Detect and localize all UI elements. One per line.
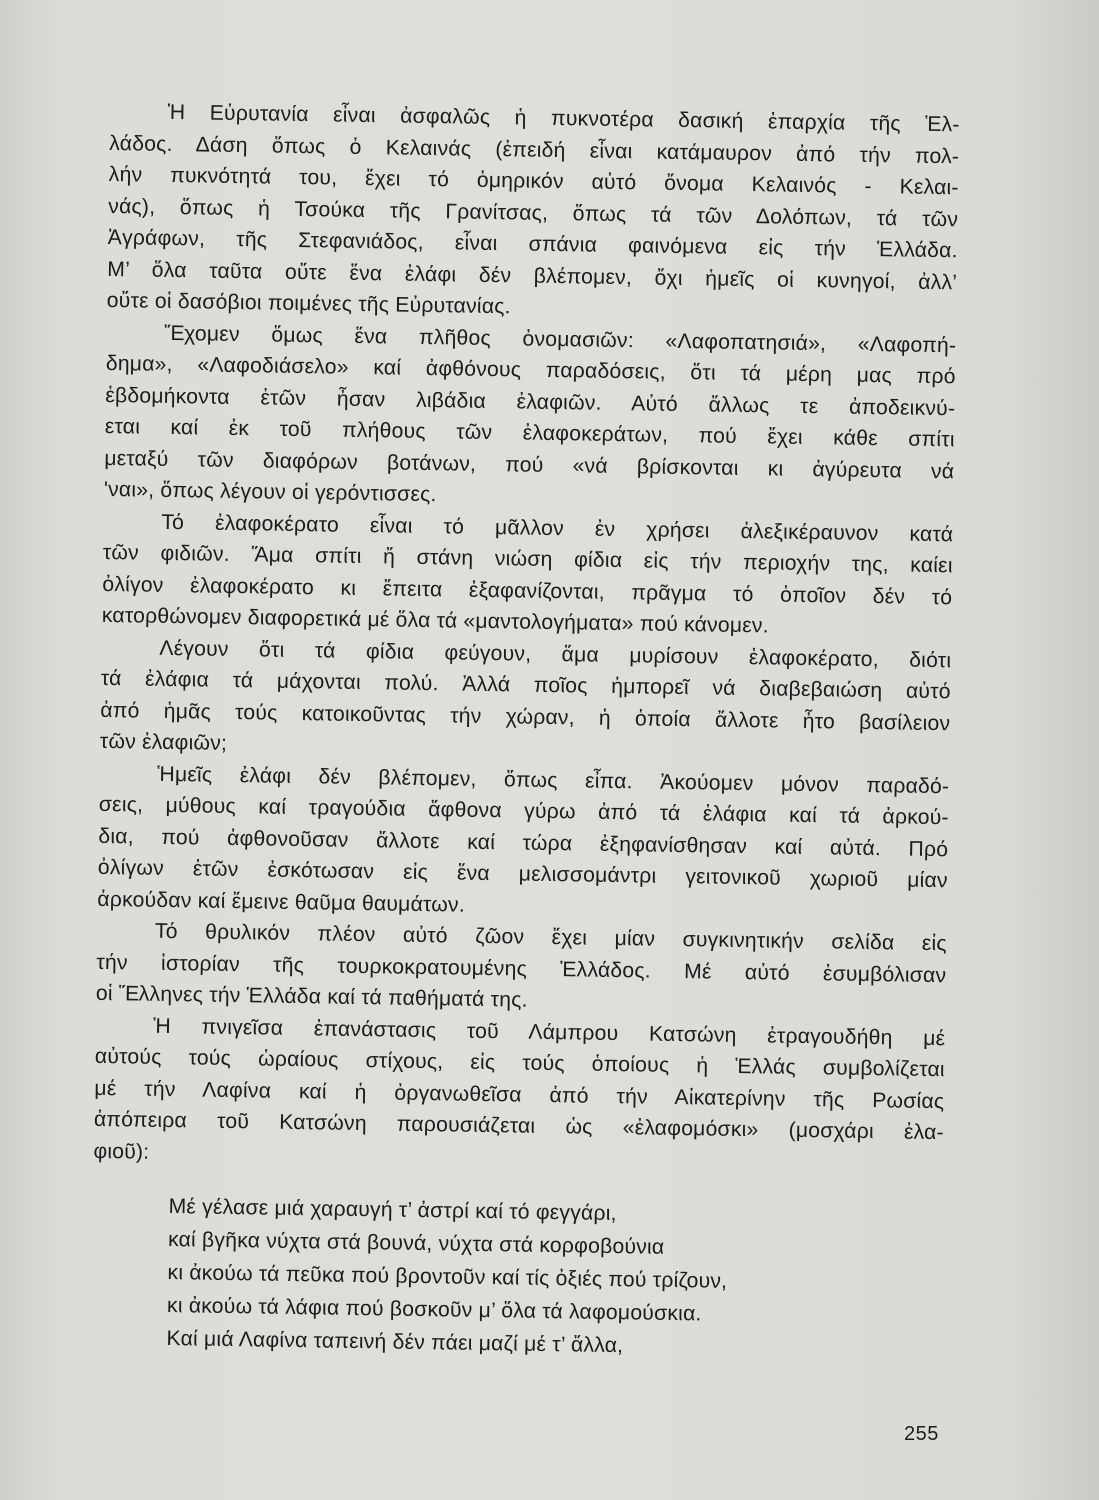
verse-line: Καί μιά Λαφίνα ταπεινή δέν πάει μαζί μέ τ’ ἄλλα, [166,1327,624,1358]
text-line: Ἡμεῖς ἐλάφι δέν βλέπομεν, ὅπως εἶπα. Ἀκούομεν μόνον παραδό- [157,762,950,798]
text-line: ἀπό ἡμᾶς τούς κατοικοῦντας τήν χώραν, ἡ ὁποία ἄλλοτε ἦτο βασίλειον [100,698,951,735]
paragraph-3 [102,505,954,644]
text-line: 'ναι», ὅπως λέγουν οἱ γερόντισσες. [103,477,437,507]
text-line: αὐτούς τούς ὡραίους στίχους, εἰς τούς ὁποίους ἡ Ἑλλάς συμβολίζεται [94,1044,945,1082]
text-line: οἱ Ἕλληνες τήν Ἑλλάδα καί τά παθήματά της. [95,981,528,1012]
text-line: μεταξύ τῶν διαφόρων βοτάνων, πού «νά βρίσκονται κι ἀγύρευτα νά [104,446,955,483]
verse-line: κι ἀκούω τά λάφια πού βοσκοῦν μ’ ὅλα τά λαφομούσκια. [166,1294,702,1326]
text-line: ἑβδομήκοντα ἐτῶν ἦσαν λιβάδια ἐλαφιῶν. Αὐτό ἄλλως τε ἀποδεικνύ- [105,383,956,420]
text-line: ἀρκούδαν καί ἔμεινε θαῦμα θαυμάτων. [97,887,466,917]
text-line: Λέγουν ὅτι τά φίδια φεύγουν, ἅμα μυρίσουν ἐλαφοκέρατο, διότι [159,636,952,672]
text-line: λάδος. Δάση ὅπως ὁ Κελαινάς (ἐπειδή εἶναι κατάμαυρον ἀπό τήν πολ- [109,131,960,168]
text-line: Ἡ πνιγεῖσα ἐπανάστασις τοῦ Λάμπρου Κατσώνη ἐτραγουδήθη μέ [153,1014,946,1050]
text-line: οὔτε οἱ δασόβιοι ποιμένες τῆς Εὐρυτανίας. [106,288,511,319]
text-line: τῶν φιδιῶν. Ἅμα σπίτι ἤ στάνη νιώση φίδια εἰς τήν περιοχήν της, καίει [102,540,953,578]
text-line: Τό θρυλικόν πλέον αὐτό ζῶον ἔχει μίαν συγκινητικήν σελίδα εἰς [154,919,947,956]
paragraph-4 [100,631,952,770]
paragraph-5 [97,757,949,928]
verse-block [90,1189,942,1367]
text-line: τῶν ἐλαφιῶν; [99,729,228,755]
paragraph-7 [93,1009,945,1180]
text-line: μέ τήν Λαφίνα καί ἡ ὀργανωθεῖσα ἀπό τήν Αἰκατερίνην τῆς Ρωσίας [94,1076,945,1113]
text-line: Ἔχομεν ὅμως ἕνα πλῆθος ὀνομασιῶν: «Λαφοπατησιά», «Λαφοπή- [164,321,957,357]
text-line: Τό ἐλαφοκέρατο εἶναι τό μᾶλλον ἐν χρήσει ἀλεξικέραυνον κατά [161,510,954,546]
page-number: 255 [904,1423,939,1445]
text-line: σεις, μύθους καί τραγούδια ἄφθονα γύρω ἀπό τά ἐλάφια καί τά ἀρκού- [98,792,949,830]
text-line: δια, πού ἀφθονοῦσαν ἄλλοτε καί τώρα ἐξηφανίσθησαν καί αὐτά. Πρό [98,824,949,861]
text-line: φιοῦ): [93,1139,150,1164]
paragraph-1 [107,96,960,330]
paragraph-2 [104,316,957,518]
text-line: δημα», «Λαφοδιάσελο» καί ἀφθόνους παραδόσεις, ὅτι τά μέρη μας πρό [105,351,956,389]
text-line: κατορθώνομεν διαφορετικά μέ ὅλα τά «μαντολογήματα» πού κάνομεν. [101,603,769,638]
verse-line: κι ἀκούω τά πεῦκα πού βροντοῦν καί τίς ὀξιές πού τρίζουν, [167,1261,728,1293]
verse-line: Μέ γέλασε μιά χαραυγή τ’ ἀστρί καί τό φεγγάρι, [168,1195,617,1226]
paragraph-6 [96,915,947,1023]
text-line: εται καί ἐκ τοῦ πλήθους τῶν ἐλαφοκεράτων, πού ἔχει κάθε σπίτι [104,414,955,452]
text-line: λήν πυκνότητά του, ἔχει τό ὁμηρικόν αὐτό ὄνομα Κελαινός - Κελαι- [108,162,959,200]
page-text [90,96,960,1367]
text-line: τά ἐλάφια τά μάχονται πολύ. Ἀλλά ποῖος ἠμπορεῖ νά διαβεβαιώση αὐτό [100,666,951,704]
text-line: Μ’ ὅλα ταῦτα οὔτε ἕνα ἐλάφι δέν βλέπομεν, ὄχι ἡμεῖς οἱ κυνηγοί, ἀλλ’ [107,257,958,294]
text-line: τήν ἱστορίαν τῆς τουρκοκρατουμένης Ἑλλάδος. Μέ αὐτό ἐσυμβόλισαν [96,950,947,987]
text-line: ὀλίγον ἐλαφοκέρατο κι ἔπειτα ἐξαφανίζονται, πρᾶγμα τό ὁποῖον δέν τό [102,572,953,609]
text-line: Ἡ Εὐρυτανία εἶναι ἀσφαλῶς ἡ πυκνοτέρα δασική ἐπαρχία τῆς Ἑλ- [167,100,960,137]
text-line: ἀπόπειρα τοῦ Κατσώνη παρουσιάζεται ὡς «ἐλαφομόσκι» (μοσχάρι ἐλα- [93,1107,944,1145]
text-line: Ἀγράφων, τῆς Στεφανιάδος, εἶναι σπάνια φαινόμενα εἰς τήν Ἑλλάδα. [107,225,958,263]
text-line: ὀλίγων ἐτῶν ἐσκότωσαν εἰς ἕνα μελισσομάντρι γειτονικοῦ χωριοῦ μίαν [97,855,948,893]
verse-line: καί βγῆκα νύχτα στά βουνά, νύχτα στά κορφοβούνια [167,1228,665,1259]
text-line: νάς), ὅπως ἡ Τσούκα τῆς Γρανίτσας, ὅπως τά τῶν Δολόπων, τά τῶν [108,194,959,231]
